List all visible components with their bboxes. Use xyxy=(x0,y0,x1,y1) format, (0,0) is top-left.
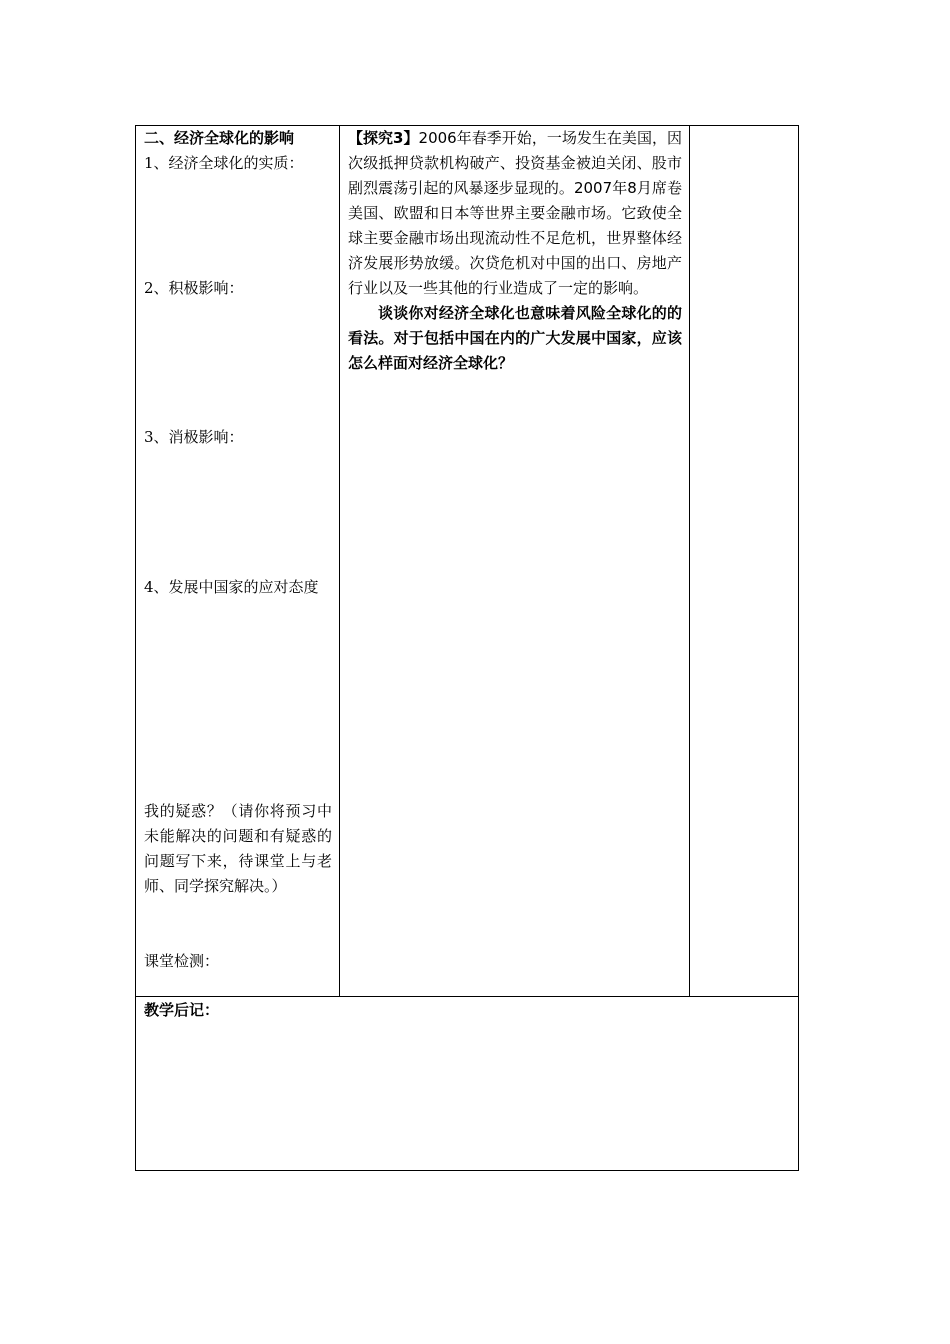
class-check-label: 课堂检测： xyxy=(144,952,220,970)
section-heading: 二、经济全球化的影响 xyxy=(144,129,295,147)
table-border-right xyxy=(798,125,799,1171)
item-developing-countries-attitude: 4、发展中国家的应对态度 xyxy=(144,578,319,596)
column-divider-1 xyxy=(339,125,340,997)
teaching-notes-label: 教学后记： xyxy=(144,1001,220,1019)
table-border-bottom xyxy=(135,1170,799,1171)
column-divider-2 xyxy=(689,125,690,997)
doubts-paragraph: 我的疑惑？（请你将预习中未能解决的问题和有疑惑的问题写下来，待课堂上与老师、同学探究解决。） xyxy=(144,802,332,895)
explore-tag: 【探究3】 xyxy=(348,129,419,147)
explore-block xyxy=(348,126,682,376)
item-negative-impact: 3、消极影响： xyxy=(144,428,244,446)
item-essence: 1、经济全球化的实质： xyxy=(144,154,304,172)
explore-text: 2006年春季开始，一场发生在美国，因次级抵押贷款机构破产、投资基金被迫关闭、股市剧烈震荡引起的风暴逐步显现的。2007年8月席卷美国、欧盟和日本等世界主要金融市场。它致使全球主要金融市场出现流动性不足危机，世界整体经济发展形势放缓。次贷危机对中国的出口、房地产行业以及一些其他的行业造成了一定的影响。 xyxy=(348,129,682,297)
row-divider xyxy=(135,996,799,997)
item-positive-impact: 2、积极影响： xyxy=(144,279,244,297)
table-border-left xyxy=(135,125,136,1171)
explore-question: 谈谈你对经济全球化也意味着风险全球化的的看法。对于包括中国在内的广大发展中国家，应该怎么样面对经济全球化？ xyxy=(348,304,682,372)
explore-paragraph xyxy=(348,126,682,301)
